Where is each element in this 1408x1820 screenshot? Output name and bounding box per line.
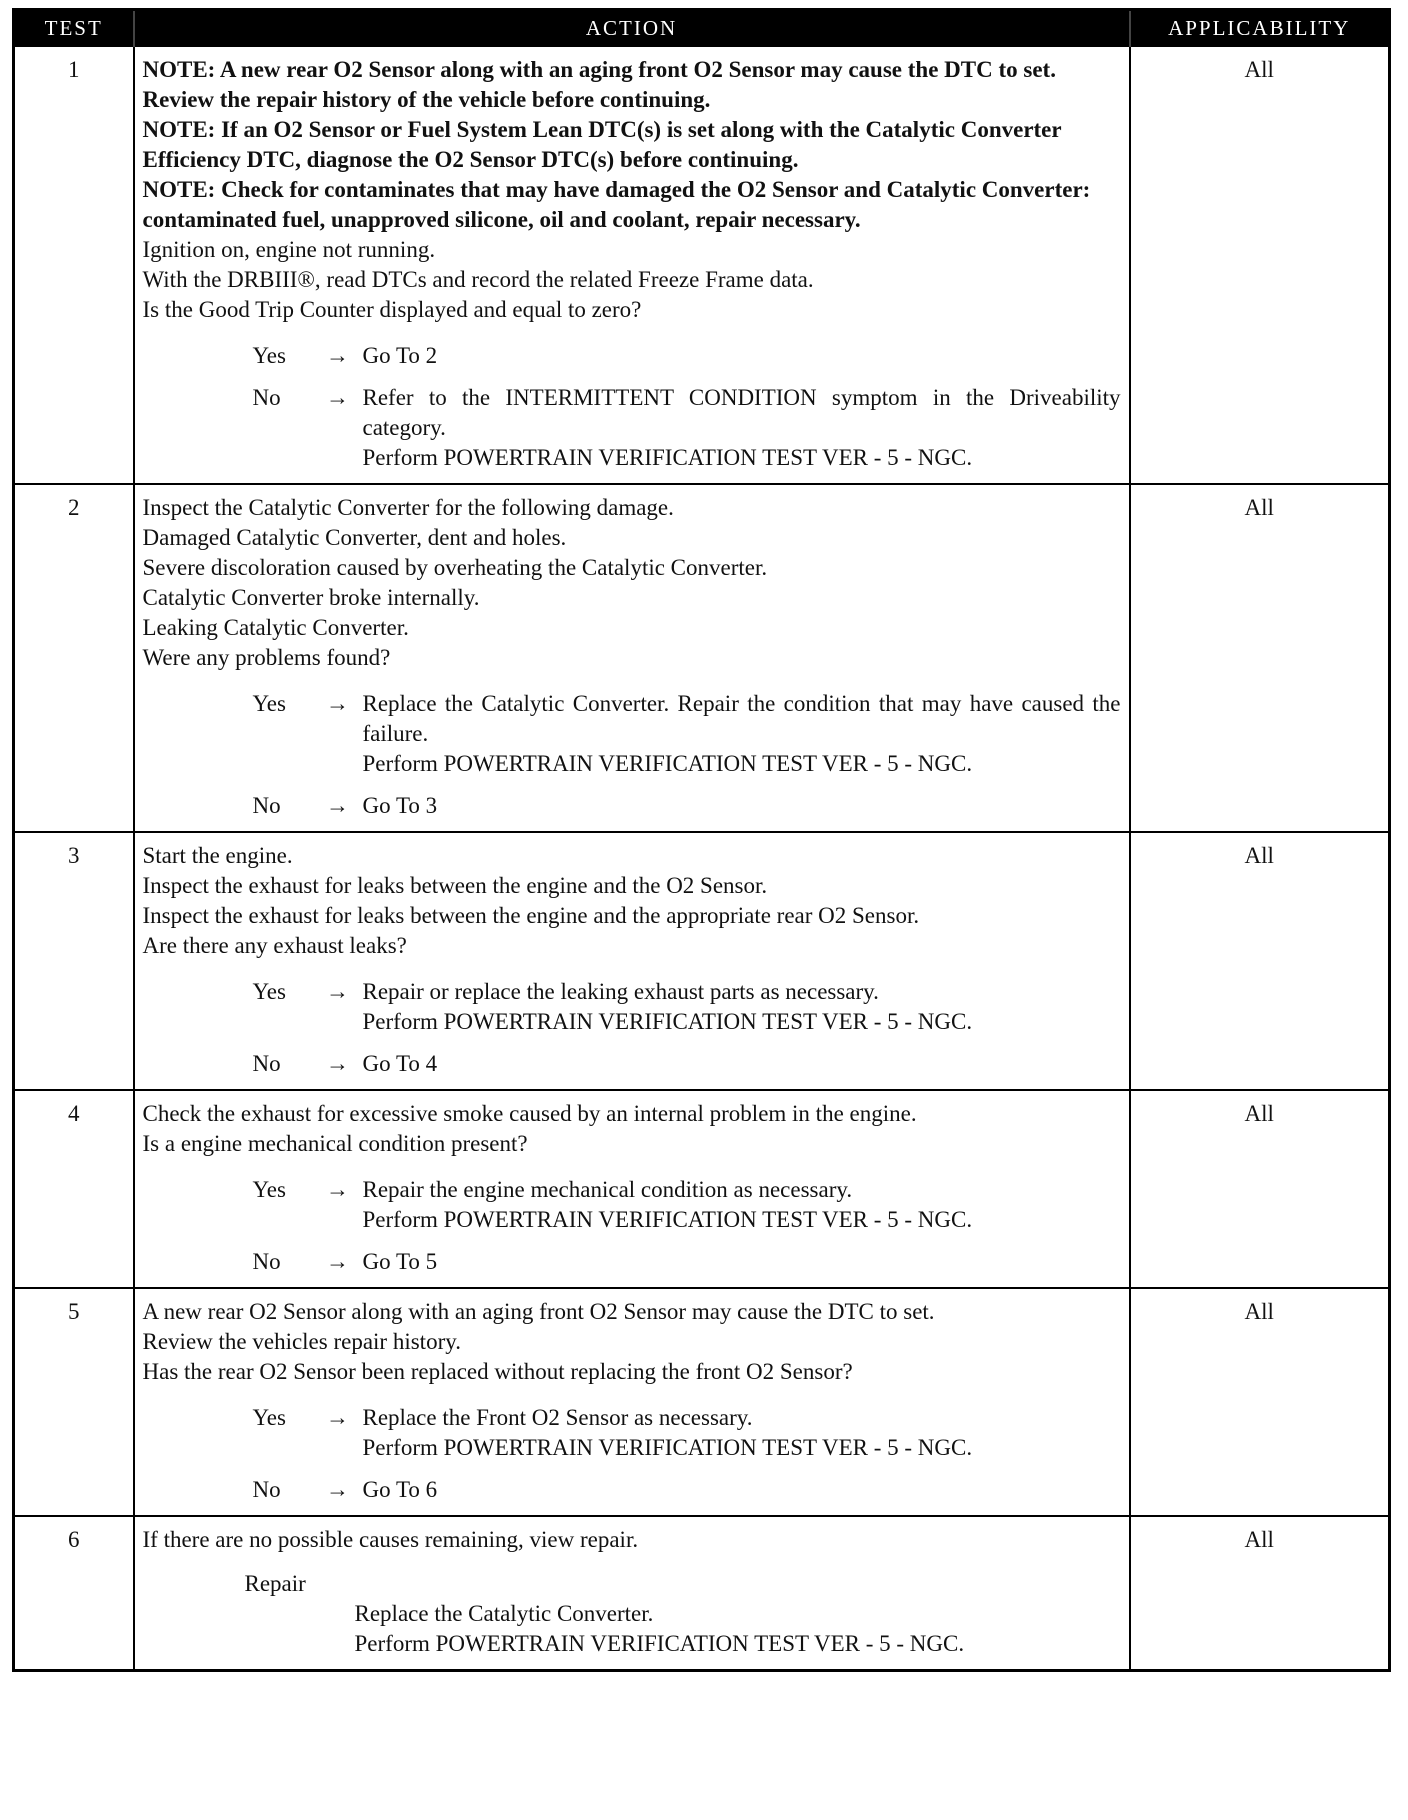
- test-number: 1: [14, 46, 134, 484]
- test-number: 5: [14, 1288, 134, 1516]
- yes-label: Yes: [252, 691, 286, 716]
- applicability-value: All: [1130, 1516, 1390, 1671]
- table-header-row: [14, 10, 1390, 47]
- action-text: Check the exhaust for excessive smoke caused by an internal problem in the engine.: [142, 1101, 917, 1126]
- arrow-icon: →: [326, 979, 349, 1004]
- diagnostic-test-page: [12, 8, 1388, 1672]
- result-text: Go To 2: [362, 343, 438, 368]
- test-number: 2: [14, 484, 134, 832]
- action-text: Review the vehicles repair history.: [142, 1329, 461, 1354]
- no-result: [363, 1247, 1121, 1277]
- test-number: 6: [14, 1516, 134, 1671]
- action-text: Catalytic Converter broke internally.: [142, 585, 480, 610]
- yes-response: [143, 689, 1121, 779]
- yes-label: Yes: [252, 343, 286, 368]
- action-cell: [134, 1090, 1130, 1288]
- result-text: Repair or replace the leaking exhaust parts as necessary.: [362, 979, 879, 1004]
- action-text: With the DRBIII®, read DTCs and record the related Freeze Frame data.: [142, 267, 814, 292]
- yes-result: [363, 689, 1121, 779]
- result-text: Perform POWERTRAIN VERIFICATION TEST VER - 5 - NGC.: [362, 445, 973, 470]
- action-text: Inspect the Catalytic Converter for the following damage.: [142, 495, 674, 520]
- table-row: [14, 484, 1390, 832]
- no-result: [363, 383, 1121, 473]
- table-row: [14, 1288, 1390, 1516]
- arrow-icon: →: [326, 1477, 349, 1502]
- yes-result: [363, 1403, 1121, 1463]
- no-result: [363, 1049, 1121, 1079]
- table-row: [14, 832, 1390, 1090]
- header-action: ACTION: [134, 10, 1130, 47]
- result-text: Replace the Front O2 Sensor as necessary.: [362, 1405, 753, 1430]
- no-response: [143, 1049, 1121, 1079]
- result-text: Perform POWERTRAIN VERIFICATION TEST VER - 5 - NGC.: [362, 751, 973, 776]
- yes-response: [143, 977, 1121, 1037]
- action-cell: [134, 1516, 1130, 1671]
- repair-text: Perform POWERTRAIN VERIFICATION TEST VER - 5 - NGC.: [354, 1631, 965, 1656]
- repair-steps: [355, 1599, 1121, 1659]
- arrow-icon: →: [326, 793, 349, 818]
- yes-response: [143, 341, 1121, 371]
- no-result: [363, 791, 1121, 821]
- no-response: [143, 791, 1121, 821]
- action-text: Severe discoloration caused by overheating the Catalytic Converter.: [142, 555, 768, 580]
- no-response: [143, 383, 1121, 473]
- arrow-icon: →: [326, 343, 349, 368]
- action-text: Leaking Catalytic Converter.: [142, 615, 409, 640]
- repair-block: [245, 1569, 1121, 1659]
- yes-label: Yes: [252, 979, 286, 1004]
- action-cell: [134, 46, 1130, 484]
- applicability-value: All: [1130, 832, 1390, 1090]
- result-text: Perform POWERTRAIN VERIFICATION TEST VER - 5 - NGC.: [362, 1207, 973, 1232]
- header-test: TEST: [14, 10, 134, 47]
- applicability-value: All: [1130, 1090, 1390, 1288]
- repair-text: Replace the Catalytic Converter.: [354, 1601, 654, 1626]
- test-number: 4: [14, 1090, 134, 1288]
- no-label: No: [252, 1477, 281, 1502]
- result-text: Go To 3: [362, 793, 438, 818]
- no-label: No: [252, 793, 281, 818]
- header-applicability: APPLICABILITY: [1130, 10, 1390, 47]
- result-text: Go To 5: [362, 1249, 438, 1274]
- arrow-icon: →: [326, 1405, 349, 1430]
- action-text: Were any problems found?: [142, 645, 391, 670]
- action-text: Inspect the exhaust for leaks between the engine and the O2 Sensor.: [142, 873, 768, 898]
- arrow-icon: →: [326, 691, 349, 716]
- applicability-value: All: [1130, 46, 1390, 484]
- action-text: Ignition on, engine not running.: [142, 237, 436, 262]
- action-text: Damaged Catalytic Converter, dent and holes.: [142, 525, 567, 550]
- yes-result: [363, 341, 1121, 371]
- note-text: NOTE: If an O2 Sensor or Fuel System Lean DTC(s) is set along with the Catalytic Converter Efficiency DTC, diagnose the O2 Sensor DTC(s) before continuing.: [142, 117, 1062, 172]
- result-text: Go To 4: [362, 1051, 438, 1076]
- yes-response: [143, 1403, 1121, 1463]
- test-number: 3: [14, 832, 134, 1090]
- arrow-icon: →: [326, 385, 349, 410]
- yes-result: [363, 977, 1121, 1037]
- yes-label: Yes: [252, 1405, 286, 1430]
- action-text: If there are no possible causes remaining, view repair.: [142, 1527, 639, 1552]
- action-text: Are there any exhaust leaks?: [142, 933, 407, 958]
- no-response: [143, 1475, 1121, 1505]
- result-text: Go To 6: [362, 1477, 438, 1502]
- action-text: Is the Good Trip Counter displayed and equal to zero?: [142, 297, 642, 322]
- action-text: A new rear O2 Sensor along with an aging front O2 Sensor may cause the DTC to set.: [142, 1299, 935, 1324]
- result-text: Perform POWERTRAIN VERIFICATION TEST VER - 5 - NGC.: [362, 1009, 973, 1034]
- arrow-icon: →: [326, 1051, 349, 1076]
- no-result: [363, 1475, 1121, 1505]
- yes-result: [363, 1175, 1121, 1235]
- action-cell: [134, 832, 1130, 1090]
- result-text: Replace the Catalytic Converter. Repair the condition that may have caused the failure.: [362, 691, 1121, 746]
- no-label: No: [252, 385, 281, 410]
- note-text: NOTE: A new rear O2 Sensor along with an aging front O2 Sensor may cause the DTC to set. Review the repair history of the vehicle before continuing.: [142, 57, 1056, 112]
- yes-label: Yes: [252, 1177, 286, 1202]
- result-text: Refer to the INTERMITTENT CONDITION symptom in the Driveability category.: [362, 385, 1121, 440]
- action-text: Start the engine.: [142, 843, 293, 868]
- note-text: NOTE: Check for contaminates that may have damaged the O2 Sensor and Catalytic Converter: contaminated fuel, unapproved silicone, oil and coolant, repair necessary.: [142, 177, 1091, 232]
- table-row: [14, 46, 1390, 484]
- table-body: [14, 46, 1390, 1671]
- result-text: Repair the engine mechanical condition as necessary.: [362, 1177, 853, 1202]
- repair-label: Repair: [244, 1571, 306, 1596]
- action-text: Has the rear O2 Sensor been replaced without replacing the front O2 Sensor?: [142, 1359, 853, 1384]
- no-response: [143, 1247, 1121, 1277]
- applicability-value: All: [1130, 1288, 1390, 1516]
- result-text: Perform POWERTRAIN VERIFICATION TEST VER - 5 - NGC.: [362, 1435, 973, 1460]
- no-label: No: [252, 1249, 281, 1274]
- arrow-icon: →: [326, 1249, 349, 1274]
- action-cell: [134, 1288, 1130, 1516]
- applicability-value: All: [1130, 484, 1390, 832]
- action-text: Inspect the exhaust for leaks between the engine and the appropriate rear O2 Sensor.: [142, 903, 920, 928]
- action-cell: [134, 484, 1130, 832]
- arrow-icon: →: [326, 1177, 349, 1202]
- table-row: [14, 1090, 1390, 1288]
- table-row: [14, 1516, 1390, 1671]
- diagnostic-test-table: [12, 8, 1391, 1672]
- yes-response: [143, 1175, 1121, 1235]
- no-label: No: [252, 1051, 281, 1076]
- action-text: Is a engine mechanical condition present?: [142, 1131, 528, 1156]
